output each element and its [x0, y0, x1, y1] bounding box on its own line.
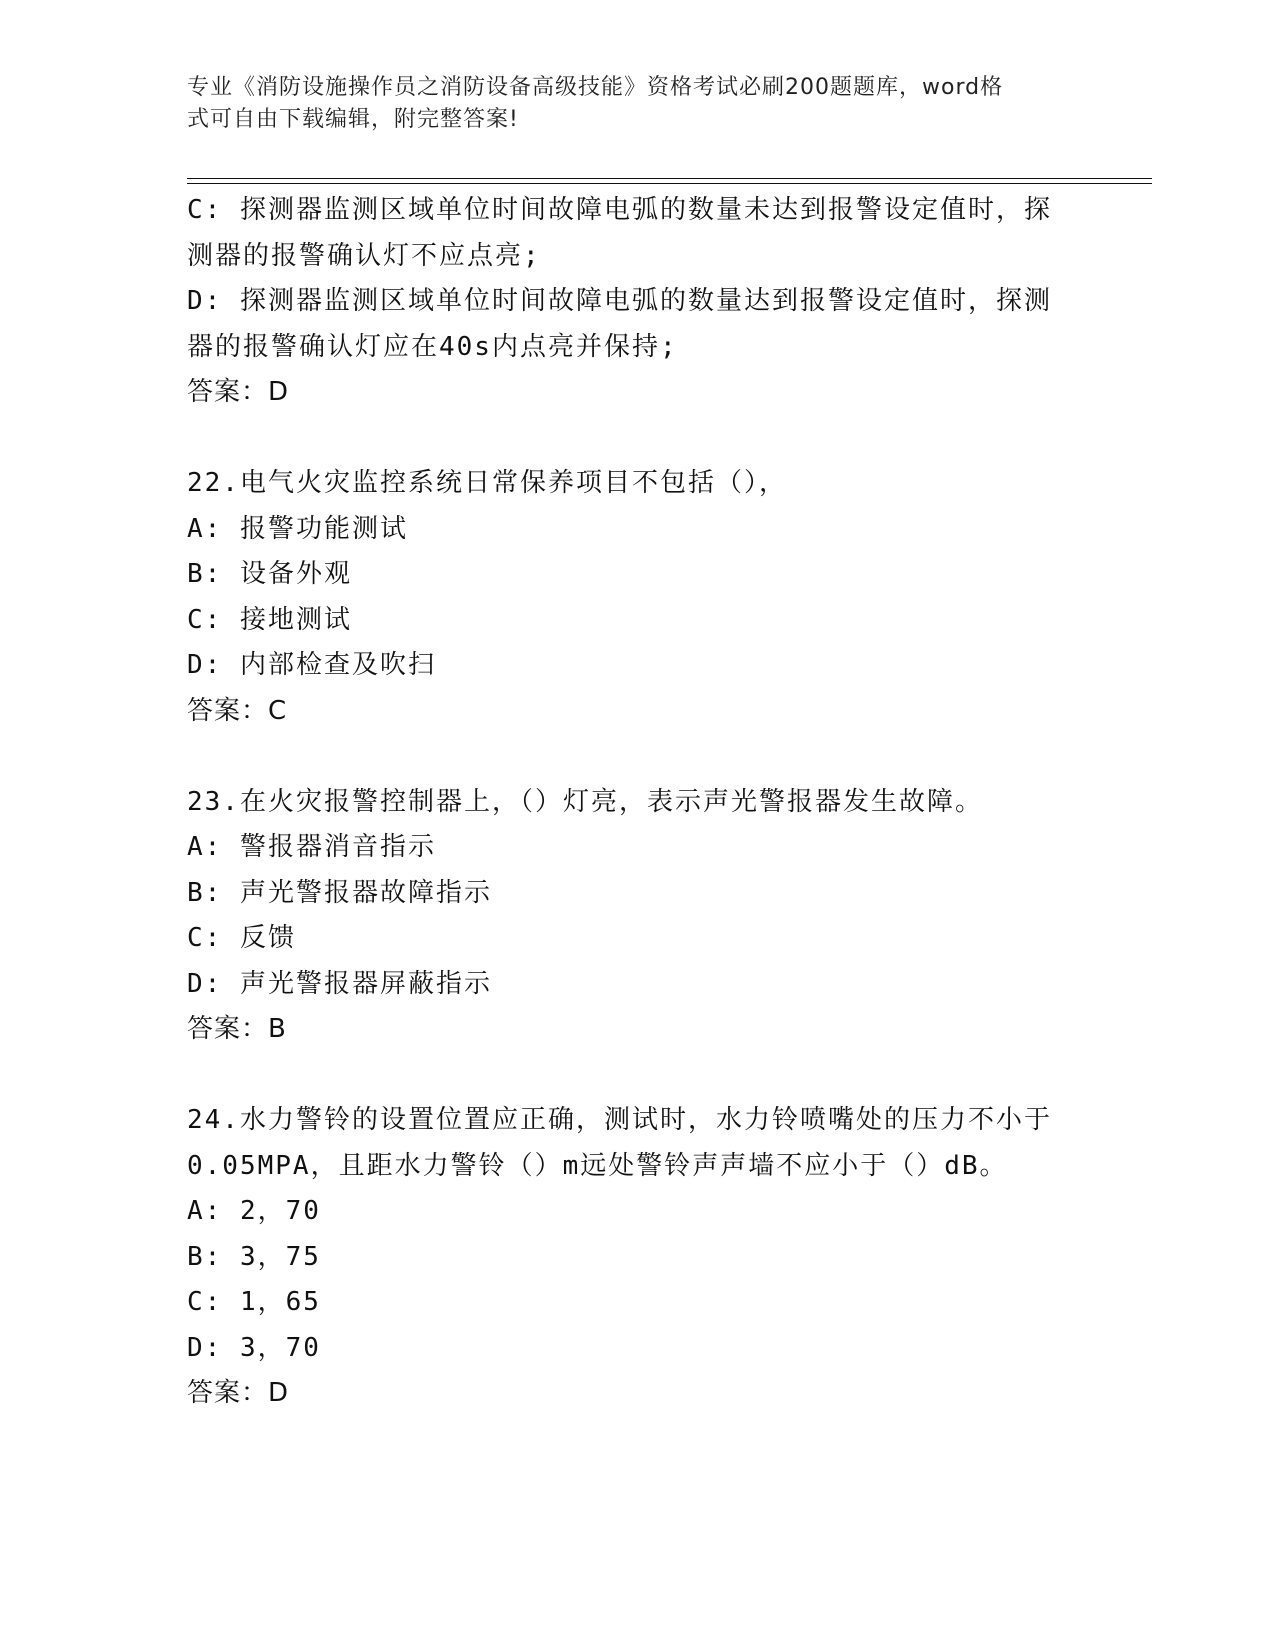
question-22-option-c: C: 接地测试	[187, 604, 352, 635]
question-24-option-d: D: 3，70	[187, 1332, 321, 1363]
answer-23: 答案：B	[187, 1014, 287, 1044]
question-22-title: 22.电气火灾监控系统日常保养项目不包括（），	[187, 468, 787, 498]
header-rule-top	[187, 178, 1152, 179]
question-23-option-c: C: 反馈	[187, 923, 296, 953]
header-line-2: 式可自由下载编辑，附完整答案!	[187, 107, 519, 132]
document-body	[187, 188, 1087, 1417]
answer-21: 答案：D	[187, 377, 290, 407]
question-23-option-d: D: 声光警报器屏蔽指示	[187, 968, 492, 999]
question-22-option-b: B: 设备外观	[187, 559, 352, 589]
answer-22: 答案：C	[187, 695, 288, 726]
question-22	[187, 461, 1087, 734]
option-c-line-1: C: 探测器监测区域单位时间故障电弧的数量未达到报警设定值时，探	[187, 195, 1052, 225]
question-22-option-a: A: 报警功能测试	[187, 513, 408, 544]
option-c-line-2: 测器的报警确认灯不应点亮;	[187, 240, 541, 271]
question-23-title: 23.在火灾报警控制器上，（）灯亮，表示声光警报器发生故障。	[187, 786, 983, 817]
question-24	[187, 1098, 1087, 1417]
spacer	[187, 1053, 1087, 1099]
answer-24: 答案：D	[187, 1378, 290, 1408]
question-22-option-d: D: 内部检查及吹扫	[187, 650, 436, 680]
question-23-option-b: B: 声光警报器故障指示	[187, 877, 492, 908]
page-header	[187, 72, 1067, 136]
spacer	[187, 416, 1087, 462]
option-d-line-1: D: 探测器监测区域单位时间故障电弧的数量达到报警设定值时，探测	[187, 286, 1052, 316]
question-24-title-line-2: 0.05MPA，且距水力警铃（）m远处警铃声声墙不应小于（）dB。	[187, 1150, 1008, 1181]
question-24-title-line-1: 24.水力警铃的设置位置应正确，测试时，水力铃喷嘴处的压力不小于	[187, 1105, 1052, 1135]
question-23-option-a: A: 警报器消音指示	[187, 832, 436, 862]
option-d-line-2: 器的报警确认灯应在40s内点亮并保持;	[187, 331, 678, 362]
question-23	[187, 780, 1087, 1053]
header-rule-bottom	[187, 183, 1152, 184]
question-21-continued	[187, 188, 1087, 416]
spacer	[187, 734, 1087, 780]
question-24-option-c: C: 1，65	[187, 1287, 321, 1317]
question-24-option-b: B: 3，75	[187, 1241, 321, 1272]
header-line-1: 专业《消防设施操作员之消防设备高级技能》资格考试必刷200题题库，word格	[187, 75, 1004, 100]
question-24-option-a: A: 2，70	[187, 1196, 321, 1226]
